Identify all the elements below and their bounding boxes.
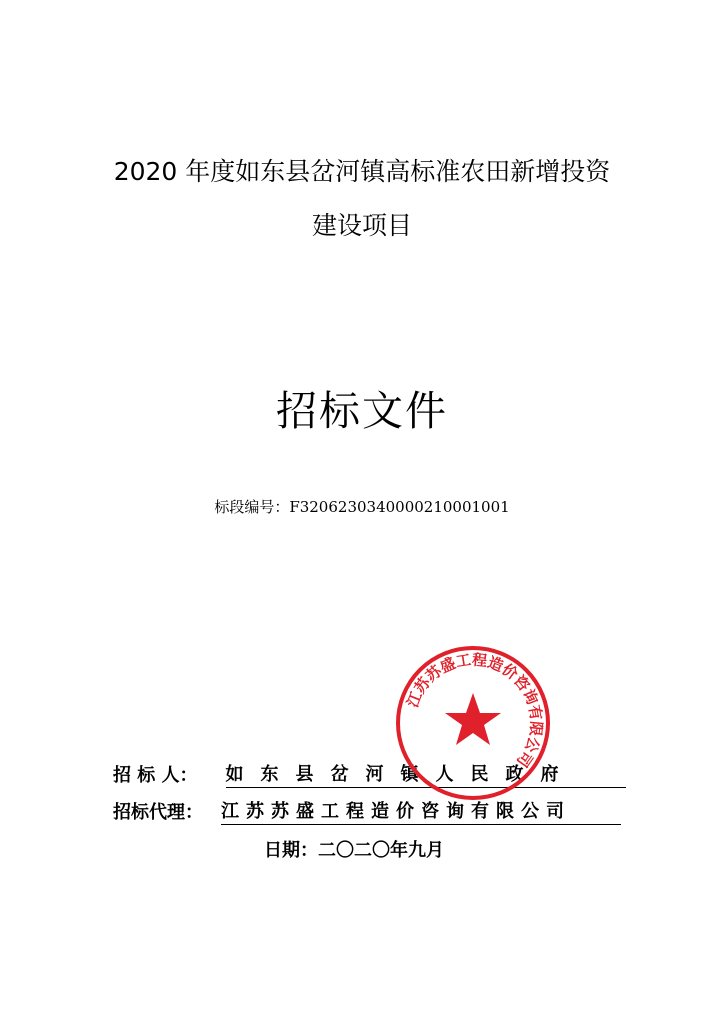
project-title-line-1: 2020 年度如东县岔河镇高标准农田新增投资 [113,157,611,186]
project-title-line-2: 建设项目 [311,211,412,240]
agent-label: 招标代理： [113,802,203,823]
seal-star-icon [445,693,501,745]
company-seal [393,643,553,803]
agent-value: 江苏苏盛工程造价咨询有限公司 [221,797,621,825]
tenderer-label: 招 标 人： [113,765,198,786]
seal-text: 江苏苏盛工程造价咨询有限公司 [403,650,546,771]
document-title: 招标文件 [276,387,448,435]
tenderer-value: 如东县岔河镇人民政府 [226,760,626,788]
date-line: 日期：二〇二〇年九月 [264,840,444,861]
section-number: 标段编号：F3206230340000210001001 [214,498,510,516]
